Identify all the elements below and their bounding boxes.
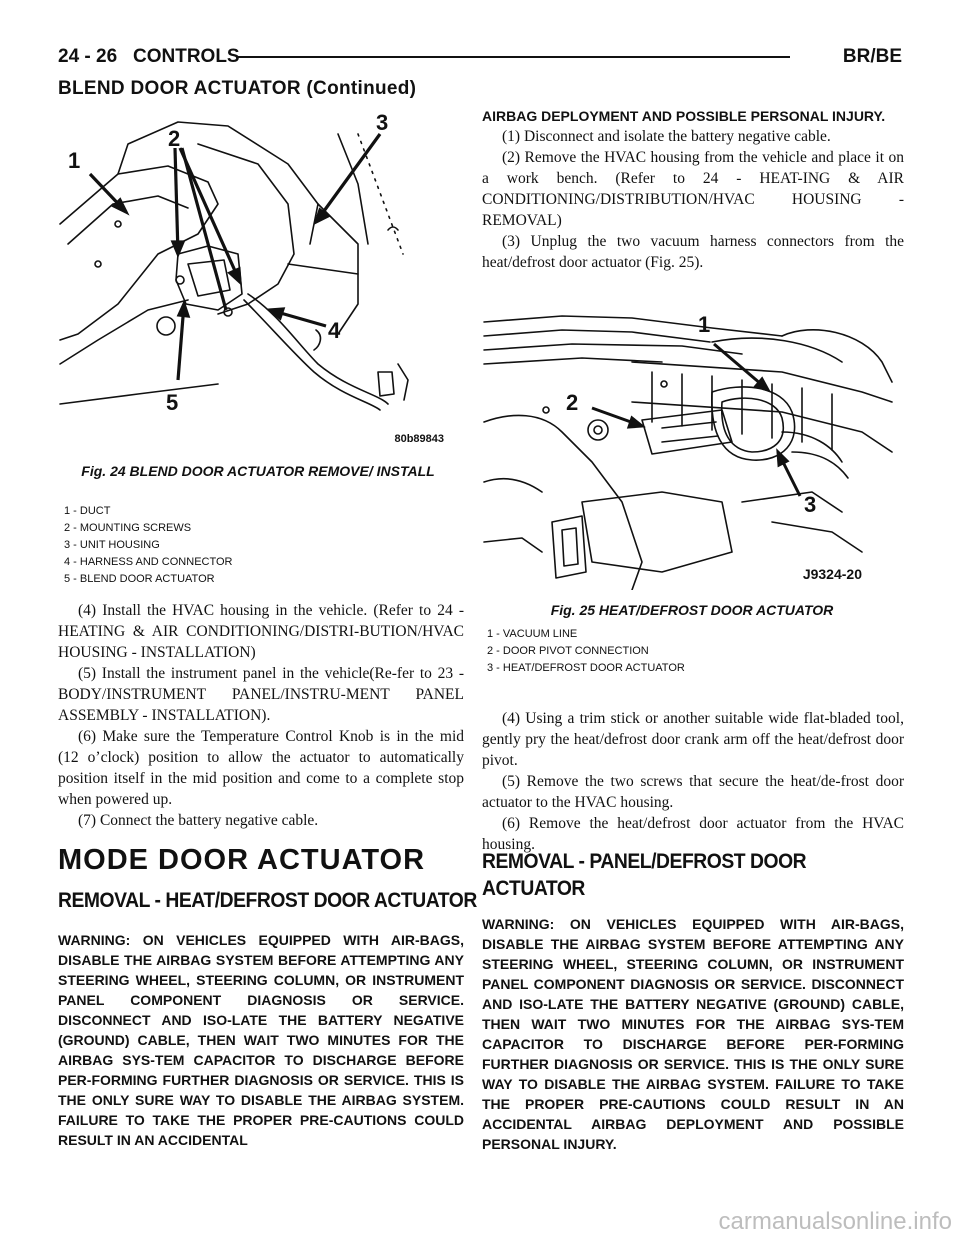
left-warning-block <box>58 930 464 1150</box>
warning-continuation: AIRBAG DEPLOYMENT AND POSSIBLE PERSONAL INJURY. <box>482 108 886 124</box>
left-column <box>58 600 464 831</box>
right-column-top <box>482 106 904 273</box>
watermark: carmanualsonline.info <box>718 1208 952 1235</box>
legend-item: 2 - MOUNTING SCREWS <box>64 522 192 534</box>
section-heading: MODE DOOR ACTUATOR <box>58 844 426 876</box>
step-paragraph: (2) Remove the HVAC housing from the vehicle and place it on a work bench. (Refer to 24 - HEAT-ING & AIR CONDITIONING/DISTRIBUTION/HVAC HOUSING - REMOVAL) <box>482 149 904 229</box>
callout-3: 3 <box>804 492 817 517</box>
page-header <box>58 40 902 74</box>
legend-item: 1 - DUCT <box>64 505 111 517</box>
right-column-bottom <box>482 708 904 855</box>
step-paragraph: (4) Install the HVAC housing in the vehicle. (Refer to 24 - HEATING & AIR CONDITIONING/DISTRI-BUTION/HVAC HOUSING - INSTALLATION) <box>58 602 464 661</box>
step-paragraph: (4) Using a trim stick or another suitable wide flat-bladed tool, gently pry the heat/defrost door crank arm off the heat/defrost door pivot. <box>482 710 904 769</box>
warning-text: WARNING: ON VEHICLES EQUIPPED WITH AIR-BAGS, DISABLE THE AIRBAG SYSTEM BEFORE ATTEMPTING ANY STEERING WHEEL, STEERING COLUMN, OR INSTRUMENT PANEL COMPONENT DIAGNOSIS OR SERVICE. DISCONNECT AND ISO-LATE THE BATTERY NEGATIVE (GROUND) CABLE, THEN WAIT TWO MINUTES FOR THE AIRBAG SYS-TEM CAPACITOR TO DISCHARGE BEFORE PER-FORMING FURTHER DIAGNOSIS OR SERVICE. THIS IS THE ONLY SURE WAY TO DISABLE THE AIRBAG SYSTEM. FAILURE TO TAKE THE PROPER PRE-CAUTIONS COULD RESULT IN AN ACCIDENTAL AIRBAG DEPLOYMENT AND POSSIBLE PERSONAL INJURY. <box>482 916 904 1152</box>
step-paragraph: (6) Remove the heat/defrost door actuator from the HVAC housing. <box>482 815 904 853</box>
callout-2: 2 <box>168 126 181 151</box>
legend-item: 1 - VACUUM LINE <box>487 628 578 640</box>
figure-25-caption: Fig. 25 HEAT/DEFROST DOOR ACTUATOR <box>550 602 834 618</box>
callout-3: 3 <box>376 110 389 135</box>
legend-item: 3 - UNIT HOUSING <box>64 539 160 551</box>
figure-image-id: 80b89843 <box>394 433 444 445</box>
figure-25-illustration <box>482 302 902 590</box>
callout-2: 2 <box>566 390 579 415</box>
legend-item: 4 - HARNESS AND CONNECTOR <box>64 556 233 568</box>
step-paragraph: (6) Make sure the Temperature Control Knob is in the mid (12 o’clock) position to allow the actuator to automatically position itself in the mid position and come to a complete stop when powered up. <box>58 728 464 808</box>
step-paragraph: (5) Install the instrument panel in the vehicle(Re-fer to 23 - BODY/INSTRUMENT PANEL/INSTRU-MENT PANEL ASSEMBLY - INSTALLATION). <box>58 665 464 724</box>
step-paragraph: (5) Remove the two screws that secure the heat/de-frost door actuator to the HVAC housing. <box>482 773 904 811</box>
legend-item: 5 - BLEND DOOR ACTUATOR <box>64 573 215 585</box>
subsection-heading-line: REMOVAL - PANEL/DEFROST DOOR <box>482 850 807 873</box>
callout-4: 4 <box>328 318 341 343</box>
figure-24-illustration <box>58 104 458 449</box>
continued-title: BLEND DOOR ACTUATOR (Continued) <box>58 78 417 99</box>
model-code: BR/BE <box>842 46 902 67</box>
right-warning-block <box>482 914 904 1154</box>
callout-1: 1 <box>698 312 711 337</box>
page-number-section: 24 - 26 CONTROLS <box>58 46 240 67</box>
figure-image-id: J9324-20 <box>802 566 862 582</box>
warning-text: WARNING: ON VEHICLES EQUIPPED WITH AIR-BAGS, DISABLE THE AIRBAG SYSTEM BEFORE ATTEMPTING ANY STEERING WHEEL, STEERING COLUMN, OR INSTRUMENT PANEL COMPONENT DIAGNOSIS OR SERVICE. DISCONNECT AND ISO-LATE THE BATTERY NEGATIVE (GROUND) CABLE, THEN WAIT TWO MINUTES FOR THE AIRBAG SYS-TEM CAPACITOR TO DISCHARGE BEFORE PER-FORMING FURTHER DIAGNOSIS OR SERVICE. THIS IS THE ONLY SURE WAY TO DISABLE THE AIRBAG SYSTEM. FAILURE TO TAKE THE PROPER PRE-CAUTIONS COULD RESULT IN AN ACCIDENTAL <box>58 932 464 1148</box>
heat-defrost-door-actuator-drawing <box>482 302 902 590</box>
subsection-heading-line: ACTUATOR <box>482 877 585 900</box>
figure-24-legend <box>64 503 458 588</box>
callout-5: 5 <box>166 390 179 415</box>
step-paragraph: (1) Disconnect and isolate the battery negative cable. <box>502 128 831 145</box>
figure-24-caption: Fig. 24 BLEND DOOR ACTUATOR REMOVE/ INSTALL <box>81 463 435 479</box>
step-paragraph: (7) Connect the battery negative cable. <box>78 812 319 829</box>
legend-item: 3 - HEAT/DEFROST DOOR ACTUATOR <box>487 662 685 674</box>
subsection-heading <box>482 848 806 902</box>
subsection-heading: REMOVAL - HEAT/DEFROST DOOR ACTUATOR <box>58 889 477 912</box>
step-paragraph: (3) Unplug the two vacuum harness connectors from the heat/defrost door actuator (Fig. 25). <box>482 233 904 271</box>
header-rule <box>236 56 790 58</box>
figure-25-legend <box>487 626 902 677</box>
legend-item: 2 - DOOR PIVOT CONNECTION <box>487 645 649 657</box>
callout-1: 1 <box>68 148 81 173</box>
blend-door-actuator-drawing <box>58 104 458 449</box>
